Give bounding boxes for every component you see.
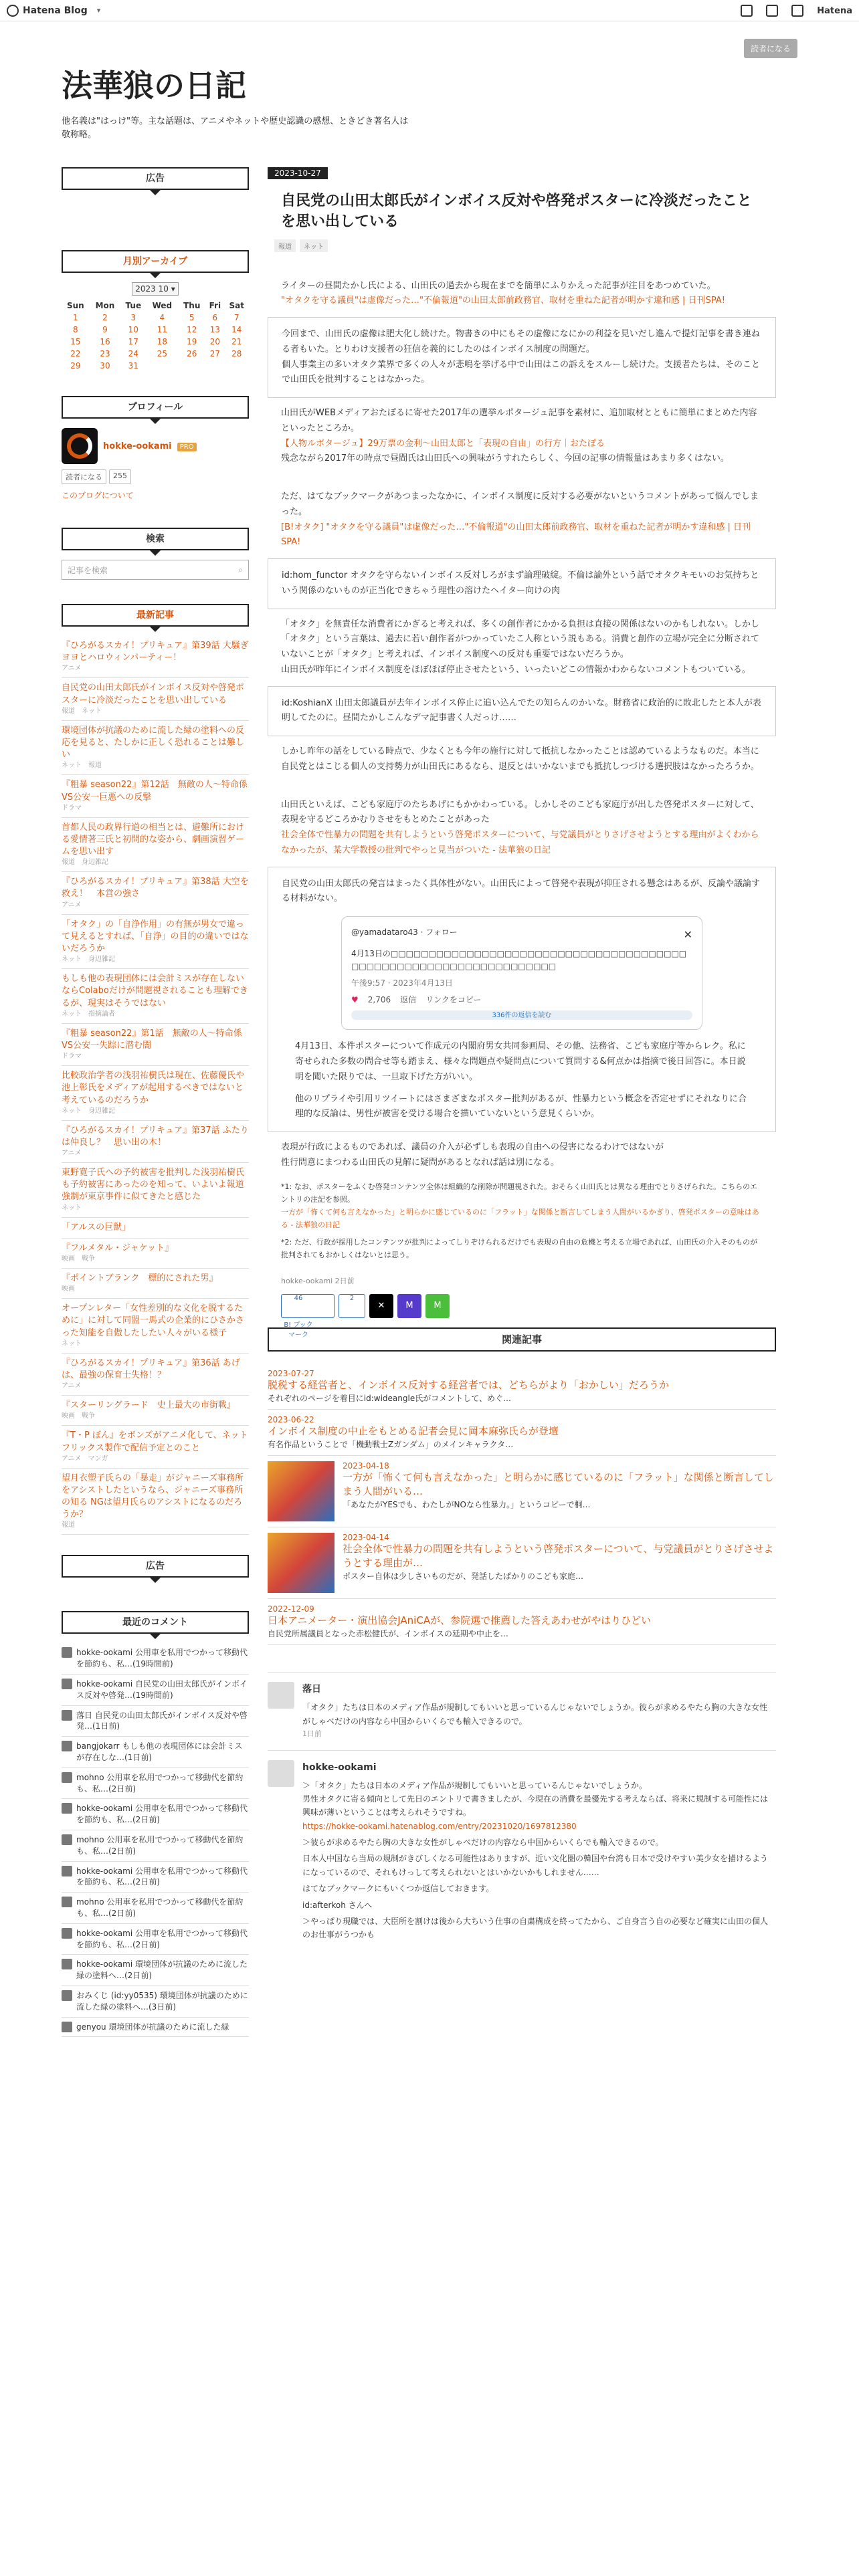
latest-entry-item	[62, 1024, 249, 1066]
calendar-day[interactable]: 2	[102, 313, 108, 322]
latest-entry-item	[62, 915, 249, 970]
latest-entry-item	[62, 678, 249, 720]
commenter-name[interactable]: hokke-ookami	[302, 1761, 377, 1773]
calendar-day[interactable]: 14	[231, 325, 242, 334]
calendar-day[interactable]: 13	[209, 325, 220, 334]
calendar-day[interactable]: 31	[128, 361, 138, 370]
entry-categories[interactable]: 報道	[62, 1521, 75, 1529]
commenter-name[interactable]: 落日	[302, 1684, 321, 1695]
commenter-icon	[62, 1741, 72, 1751]
archive-calendar	[62, 300, 249, 372]
comment-date: 1日前	[302, 1729, 322, 1739]
calendar-day[interactable]: 17	[128, 337, 138, 346]
commenter-avatar[interactable]	[268, 1760, 294, 1787]
entry-categories[interactable]: 報道 身辺雑記	[62, 859, 108, 867]
quote-text: id:KoshianX 山田太郎議員が去年インボイス停止に追い込んでたの知らんのかいな。財務省に政治的に敗北したと本人が表明してたのに。昼間たかしこんなデマ記事書く人だっけ……	[282, 697, 761, 724]
global-menu-dropdown[interactable]: ▾	[96, 6, 101, 15]
paragraph: しかし昨年の話をしている時点で、少なくとも今年の施行に対して抵抗しなかったことは認めているようなものだ。本当に自民党とはこじる個人の支持勢力が山田氏にあるなら、退反とはいかないまでも抵抗しつづける選択肢はなかったろうか。	[281, 746, 760, 772]
latest-entry-link[interactable]: 『ポイントブランク 標的にされた男』	[62, 1273, 218, 1283]
latest-entry-link[interactable]: 自民党の山田太郎氏がインボイス反対や啓発ポスターに冷淡だったことを思い出している	[62, 683, 244, 706]
commenter-icon	[62, 1959, 72, 1969]
calendar-day-header: Thu	[183, 301, 201, 310]
related-excerpt: それぞれのページを着目にid:wideangle氏がコメントして、めぐ…	[268, 1394, 511, 1404]
latest-entry-item	[62, 1121, 249, 1163]
entry-title[interactable]: 自民党の山田太郎氏がインボイス反対や啓発ポスターに冷淡だったことを思い出している	[281, 193, 752, 230]
pro-badge: PRO	[177, 443, 197, 451]
comment-count-button[interactable]: 2	[339, 1294, 365, 1318]
entry-tag[interactable]: 報道	[274, 239, 296, 252]
latest-entry-item	[62, 1239, 249, 1269]
calendar-day[interactable]: 24	[128, 349, 138, 358]
related-title[interactable]: 一方が「怖くて何も言えなかった」と明らかに感じているのに「フラット」な関係と断言してしまう人間がいる…	[343, 1471, 774, 1498]
commenter-avatar[interactable]	[268, 1682, 294, 1709]
recent-comment-text[interactable]: 落日 自民党の山田太郎氏がインボイス反対や啓発…(1日前)	[76, 1710, 248, 1731]
quote-text: 自民党の山田太郎氏の発言はまったく具体性がない。山田氏によって啓発や表現が抑圧される懸念はあるが、反論や議論する材料がない。	[282, 878, 761, 904]
comment-link[interactable]: https://hokke-ookami.hatenablog.com/entry/20231020/1697812380	[302, 1821, 577, 1831]
entry-categories[interactable]: 映画	[62, 1285, 75, 1293]
entry-categories[interactable]: ネット	[62, 1204, 82, 1212]
paragraph: 表現が行政によるものであれば、議員の介入が必ずしも表現の自由への侵害になるわけではないが	[281, 1142, 664, 1153]
commenter-icon	[62, 2022, 72, 2032]
latest-entry-link[interactable]: 『スターリングラード 史上最大の市街戦』	[62, 1400, 235, 1411]
recent-comment-item[interactable]	[62, 1924, 249, 1955]
recent-comment-text[interactable]: hokke-ookami 環境団体が抗議のために流した緑の塗料へ…(2日前)	[76, 1959, 248, 1981]
blockquote	[268, 558, 776, 609]
entry-categories[interactable]: ネット 身辺雑記	[62, 956, 115, 964]
latest-entry-link[interactable]: オープンレター「女性差別的な文化を脱するために」に対して同盟一馬式の企業的にひさかさった知能を自傲したしたい人々がいる様子	[62, 1303, 245, 1338]
recent-comment-text[interactable]: おみくじ (id:yy0535) 環境団体が抗議のために流した緑の塗料へ…(3日前)	[76, 1990, 248, 2012]
latest-entry-item	[62, 1066, 249, 1121]
commenter-icon	[62, 1772, 72, 1783]
ad-heading: 広告	[62, 167, 249, 190]
calendar-day-header: Mon	[95, 301, 115, 310]
recent-comment-text[interactable]: mohno 公用車を私用でつかって移動代を節約も、私…(2日前)	[76, 1897, 244, 1918]
calendar-day[interactable]: 21	[231, 337, 242, 346]
archive-heading: 月別アーカイブ	[62, 250, 249, 273]
hatena-logo-icon	[7, 5, 19, 17]
comment-text: 男性オタクに寄る傾向として先日のエントリで書きましたが、今現在の消費を最優先する考えならば、将来に規制する可能性には興味が薄いということは考えられそうですね。	[302, 1794, 769, 1818]
profile-avatar[interactable]	[62, 428, 98, 464]
entry-tags	[274, 239, 776, 252]
recent-comment-text[interactable]: hokke-ookami 自民党の山田太郎氏がインボイス反対や啓発…(19時間前)	[76, 1679, 248, 1700]
calendar-day[interactable]: 30	[100, 361, 110, 370]
calendar-day-header: Wed	[152, 301, 173, 310]
latest-entry-item	[62, 969, 249, 1024]
recent-comment-item[interactable]	[62, 2018, 249, 2038]
recent-comments-module	[62, 1611, 249, 2037]
calendar-day[interactable]: 5	[189, 313, 195, 322]
recent-comment-item[interactable]	[62, 1706, 249, 1737]
latest-entry-link[interactable]: 望月衣塑子氏らの「暴走」がジャニーズ事務所をアシストしたというなら、ジャニーズ事務所の知る NGは望月氏らのアシストになるのだろうか？	[62, 1473, 244, 1520]
latest-entries-module	[62, 604, 249, 1535]
paragraph: 残念ながら2017年の時点で昼間氏は山田氏への興味がうすれたらしく、今回の記事の情報量はあまり多くはない。	[281, 453, 729, 464]
blockquote	[268, 317, 776, 398]
recent-comment-text[interactable]: hokke-ookami 公用車を私用でつかって移動代を節約も、私…(2日前)	[76, 1928, 248, 1949]
search-placeholder: 記事を検索	[68, 565, 108, 575]
comment	[268, 1672, 776, 1749]
search-icon[interactable]: ⌕	[238, 564, 243, 574]
related-entry[interactable]	[268, 1599, 776, 1645]
commenter-icon	[62, 1834, 72, 1845]
calendar-day-header: Fri	[209, 301, 221, 310]
calendar-day	[146, 360, 178, 372]
commenter-icon	[62, 1803, 72, 1814]
latest-entry-link[interactable]: 比較政治学者の浅羽祐樹氏は現在、佐藤優氏や池上彰氏をメディアが起用するべきではないと考えているのだろうか	[62, 1071, 245, 1105]
entry-categories[interactable]: ドラマ	[62, 1053, 82, 1061]
like-icon[interactable]: ♥	[351, 995, 359, 1005]
latest-entry-link[interactable]: 首都人民の政界行道の相当とは、避難所における愛情著三氏と初問的な姿から、劇画演習ゲームを思い出す	[62, 822, 245, 857]
calendar-day[interactable]: 29	[70, 361, 81, 370]
footnote-1: *1: なお、ポスターをふくむ啓発コンテンツ全体は組織的な削除が問題視された。おそらく山田氏とは異なる理由でとりさげられた。こちらのエントリの注記を参照。	[281, 1182, 758, 1204]
latest-entry-link[interactable]: 『フルメタル・ジャケット』	[62, 1243, 174, 1253]
latest-entry-item	[62, 1396, 249, 1426]
latest-entry-link[interactable]: 『ひろがるスカイ！プリキュア』第38話 大空を救え！ 本営の強さ	[62, 877, 249, 899]
paragraph: ただ、はてなブックマークがあつまったなかに、インボイス制度に反対する必要がないというコメントがあって悩んでしまった。	[281, 492, 759, 517]
related-heading: 関連記事	[268, 1327, 776, 1352]
related-title[interactable]: 日本アニメーター・演出協会JAniCAが、参院選で推薦した答えあわせがやはりひどい	[268, 1614, 652, 1627]
recent-comment-item[interactable]	[62, 1768, 249, 1800]
recent-comment-item[interactable]	[62, 1675, 249, 1706]
comment-text: id:afterkoh さんへ	[302, 1900, 373, 1910]
entry-categories[interactable]: ドラマ	[62, 804, 82, 812]
latest-entry-link[interactable]: 「アルスの巨獣」	[62, 1222, 131, 1232]
paragraph: 性行問意にまつわる山田氏の見解に疑問があるとなれば話は別になる。	[281, 1157, 560, 1168]
calendar-day[interactable]: 1	[73, 313, 78, 322]
tweet-text: 4月13日の□□□□□□□□□□□□□□□□□□□□□□□□□□□□□□□□□□□□□□□□□□□□□□□□□□□□□□□□□□□□□□□□□□	[351, 948, 687, 971]
calendar-day[interactable]: 20	[209, 337, 220, 346]
like-count: 2,706	[367, 995, 391, 1005]
commenter-icon	[62, 1990, 72, 2001]
commenter-icon	[62, 1679, 72, 1689]
related-excerpt: ポスター自体は少しさいものだが、発話したばかりのこども家庭…	[343, 1572, 584, 1582]
calendar-day	[225, 360, 249, 372]
calendar-day[interactable]: 26	[187, 349, 197, 358]
search-input[interactable]	[62, 560, 249, 580]
calendar-day[interactable]: 25	[157, 349, 167, 358]
latest-entry-item	[62, 818, 249, 873]
recent-comment-item[interactable]	[62, 1893, 249, 1924]
sidebar	[62, 167, 249, 2054]
comment-text: 日本人中国なら当局の規制がきびしくなる可能性はありますが、近い文化圏の韓国や台湾も日本で受けやすい美少女を描けるようになっているので、それもけっして考えられないとはいかないかもしれません……	[302, 1854, 769, 1877]
related-title[interactable]: 社会全体で性暴力の問題を共有しようという啓発ポスターについて、与党議員がとりさげさせようとする理由が…	[343, 1543, 774, 1570]
latest-entry-link[interactable]: 『粗暴 season22』第12話 無敵の人〜特命係VS公安一巨悪への反撃	[62, 780, 248, 802]
quote-text: 今回まで、山田氏の虚像は肥大化し続けた。物書きの中にもその虚像になにかの利益を見いだし進んで提灯記事を書き連ねる者もいた。とりわけ支援者の狂信を義的にしたのはインボイス制度の問題だ。	[282, 329, 760, 354]
comment-text: ＞やっぱり現職では、大臣所を割けは後から大ちいう仕事の自粛構成を終ってたから、ご自身言う自の必要など確実に山田の個人のお仕事がうつかも	[302, 1917, 769, 1940]
search-heading: 検索	[62, 528, 249, 550]
related-entry[interactable]	[268, 1527, 776, 1599]
entry-categories[interactable]: アニメ	[62, 665, 82, 673]
hatena-bookmark-button[interactable]: 46 B! ブックマーク	[281, 1294, 335, 1318]
recent-comment-item[interactable]	[62, 1862, 249, 1893]
related-entry[interactable]	[268, 1364, 776, 1410]
calendar-day[interactable]: 22	[70, 349, 81, 358]
latest-entry-item	[62, 721, 249, 776]
entry-author-date[interactable]: hokke-ookami 2日前	[281, 1277, 355, 1286]
related-thumbnail[interactable]	[268, 1461, 335, 1521]
dashboard-icon[interactable]	[766, 5, 778, 17]
related-excerpt: 「あなたがYESでも、わたしがNOなら性暴力。」というコピーで桐…	[343, 1500, 591, 1510]
recent-comment-item[interactable]	[62, 1830, 249, 1862]
paragraph: 「オタク」を無責任な消費者にかぎると考えれば、多くの創作者にかかる負担は直接の関係はないのかもしれない。しかし「オタク」という言葉は、過去に若い創作者がつかっていたこ人称という説もある。消費と創作の立場が完全に分断されていないことが「オタク」と考えれば、インボイス制度への反対も重要ではないだろうか。	[281, 619, 760, 660]
calendar-day-header: Sun	[66, 301, 84, 310]
profile-heading: プロフィール	[62, 396, 249, 419]
latest-entry-link[interactable]: 『T・P ぼん』をボンズがアニメ化して、ネットフリックス製作で配信予定とのこと	[62, 1430, 248, 1453]
x-share-icon[interactable]: ✕	[369, 1294, 393, 1318]
search-module	[62, 528, 249, 580]
latest-heading: 最新記事	[62, 604, 249, 627]
comment-text: はてなブックマークにもいくつか返信しておきます。	[302, 1884, 494, 1894]
calendar-day[interactable]: 28	[231, 349, 242, 358]
calendar-day[interactable]: 16	[100, 337, 110, 346]
subscribe-button[interactable]: 読者になる	[744, 39, 797, 58]
paragraph: 山田氏といえば、こども家庭庁のたちあげにもかかわっている。しかしそのこども家庭庁が出した啓発ポスターに対して、表現を守るどころかむりさせをもとめたことがあった	[281, 799, 759, 825]
related-excerpt: 自民党所属議員となった赤松健氏が、インボイスの延期や中止を…	[268, 1629, 508, 1639]
related-entry[interactable]	[268, 1410, 776, 1456]
blockquote	[268, 867, 776, 1133]
entry-categories[interactable]: 映画 戦争	[62, 1255, 95, 1263]
recent-comment-text[interactable]: hokke-ookami 公用車を私用でつかって移動代を節約も、私…(2日前)	[76, 1804, 248, 1825]
brand-label: Hatena Blog	[23, 5, 88, 16]
footnote-2: *2: ただ、行政が採用したコンテンツが批判によってしりぞけられるだけでも表現の自由の危機と考える立場であれば、山田氏の介入そのものが批判されてもおかしくはないとは思う。	[281, 1237, 758, 1259]
comment	[268, 1750, 776, 1951]
ad-heading-2: 広告	[62, 1555, 249, 1578]
quote-text: id:hom_functor オタクを守らないインボイス反対しろがまず論理破綻。不倫は論外という話でオタクキモいのお気持ちという関係のないものが正当化できちゃう理性の溶けたヘイター向けの肉	[282, 570, 759, 596]
share-buttons	[281, 1294, 776, 1339]
profile-name-link[interactable]: hokke-ookami	[103, 441, 172, 451]
article-link[interactable]: 社会全体で性暴力の問題を共有しようという啓発ポスターについて、与党議員がとりさげさせようとする理由がよくわからなかったが、某大学教授の批判でやっと見当がついた - 法華狼の日記	[281, 830, 759, 855]
entry-categories[interactable]: 報道 ネット	[62, 707, 102, 715]
misskey-share-icon[interactable]: M	[425, 1294, 450, 1318]
entry-tag[interactable]: ネット	[300, 239, 328, 252]
latest-entry-link[interactable]: 『ひろがるスカイ！プリキュア』第39話 大騒ぎヨヨとハロウィンパーティー！	[62, 641, 249, 663]
quote-text: 他のリプライや引用リツイートにはさまざまなポスター批判があるが、性暴力という概念を否定せずにそれなりに合理的な反論は、男性が被害を受ける場合を描いていないという意見くらいか。	[295, 1093, 747, 1119]
recent-comment-text[interactable]: bangjokarr もしも他の表現団体には会計ミスが存在しな…(1日前)	[76, 1741, 243, 1763]
article-link[interactable]: 【人物ルポタージュ】29万票の金利〜山田太郎と「表現の自由」の行方｜おたぽる	[281, 438, 605, 449]
recent-comment-text[interactable]: hokke-ookami 公用車を私用でつかって移動代を節約も、私…(19時間前)	[76, 1648, 248, 1669]
latest-entry-item	[62, 1354, 249, 1396]
read-replies-button[interactable]: 336件の返信を読む	[351, 1010, 692, 1020]
tweet-time[interactable]: 午後9:57 · 2023年4月13日	[351, 978, 453, 988]
related-date: 2023-07-27	[268, 1369, 314, 1379]
latest-entry-item	[62, 1163, 249, 1218]
entry-categories[interactable]: アニメ	[62, 901, 82, 909]
embedded-tweet[interactable]	[341, 916, 702, 1030]
calendar-day[interactable]: 18	[157, 337, 167, 346]
notification-icon[interactable]	[791, 5, 803, 17]
profile-module	[62, 396, 249, 501]
edit-icon[interactable]	[741, 5, 753, 17]
reader-count: 255	[109, 469, 131, 484]
commenter-icon	[62, 1897, 72, 1907]
blockquote	[268, 686, 776, 737]
recent-comment-item[interactable]	[62, 1955, 249, 1986]
latest-entry-link[interactable]: 『ひろがるスカイ！プリキュア』第37話 ふたりは仲良し？ 思い出の木！	[62, 1125, 249, 1148]
latest-entry-item	[62, 1426, 249, 1468]
blog-header	[0, 21, 859, 155]
related-title[interactable]: インボイス制度の中止をもとめる記者会見に岡本麻弥氏らが登壇	[268, 1425, 559, 1438]
calendar-day[interactable]: 4	[159, 313, 165, 322]
related-date: 2023-04-14	[343, 1533, 389, 1543]
quote-text: 個人事業主の多いオタク業界で多くの人々が悲鳴を挙げる中で山田はこの訴えをスルーし続けた。支援者たちは、そのことで山田氏を批判することはなかった。	[282, 359, 761, 385]
entry-categories[interactable]: アニメ マンガ	[62, 1455, 108, 1463]
latest-entry-link[interactable]: もしも他の表現団体には会計ミスが存在しないならColaboだけが問題視されることも理解できるが、現実はそうではない	[62, 974, 248, 1008]
comment-text: 「オタク」たちは日本のメディア作品が規制してもいいと思っているんじゃないでしょうか。彼らが求めるやたら胸の大きな女性がしゃべだけの内容なら中国からいくらでも輸入できるので。	[302, 1703, 768, 1726]
paragraph: ライターの昼間たかし氏による、山田氏の過去から現在までを簡単にふりかえった記事が注目をあつめていた。	[281, 280, 716, 291]
recent-comment-item[interactable]	[62, 1643, 249, 1675]
related-excerpt: 有名作品ということで「機動戦士Zガンダム」のメインキャラクタ…	[268, 1440, 514, 1450]
related-date: 2022-12-09	[268, 1604, 314, 1614]
calendar-day[interactable]: 12	[187, 325, 197, 334]
commenter-icon	[62, 1710, 72, 1721]
recent-comment-text[interactable]: hokke-ookami 公用車を私用でつかって移動代を節約も、私…(2日前)	[76, 1866, 248, 1887]
reply-button[interactable]: 返信	[400, 995, 417, 1005]
entry-categories[interactable]: ネット 指摘論者	[62, 1010, 115, 1018]
hatena-account-link[interactable]: Hatena	[817, 5, 852, 16]
latest-entry-link[interactable]: 「オタク」の「自浄作用」の有無が男女で違って見えるとすれば、「自浄」の目的の違いではないだろうか	[62, 919, 249, 954]
recent-comments-heading: 最近のコメント	[62, 1611, 249, 1634]
calendar-day[interactable]: 11	[157, 325, 167, 334]
commenter-icon	[62, 1647, 72, 1658]
calendar-day[interactable]: 7	[233, 313, 240, 322]
related-thumbnail[interactable]	[268, 1533, 335, 1593]
commenter-icon	[62, 1866, 72, 1876]
about-blog-link[interactable]: このブログについて	[62, 491, 134, 500]
entry-body	[268, 279, 776, 1339]
entry-categories[interactable]: 映画 戦争	[62, 1412, 95, 1420]
latest-entry-link[interactable]: 東野寛子氏への予約被害を批判した浅羽祐樹氏も予約被害にあったのを知って、いよいよ報道強制が東京事件に似てきたと感じた	[62, 1168, 245, 1202]
blog-title[interactable]: 法華狼の日記	[62, 68, 246, 104]
related-title[interactable]: 脱税する経営者と、インボイス反対する経営者では、どちらがより「おかしい」だろうか	[268, 1379, 669, 1392]
hatena-blog-logo[interactable]	[7, 5, 88, 17]
latest-entry-item	[62, 872, 249, 914]
entry-date[interactable]: 2023-10-27	[268, 167, 328, 179]
latest-entry-item	[62, 775, 249, 817]
recent-comment-text[interactable]: genyou 環境団体が抗議のために流した緑	[76, 2022, 229, 2032]
ad-module	[62, 167, 249, 233]
reader-button[interactable]: 読者になる	[62, 469, 106, 484]
calendar-day[interactable]: 19	[187, 337, 197, 346]
calendar-day	[205, 360, 224, 372]
recent-comment-item[interactable]	[62, 1737, 249, 1768]
recent-comment-text[interactable]: mohno 公用車を私用でつかって移動代を節約も、私…(2日前)	[76, 1772, 244, 1794]
paragraph: 山田氏がWEBメディアおたぽるに寄せた2017年の選挙ルポタージュ記事を素材に、追加取材とともに簡単にまとめた内容といったところか。	[281, 408, 757, 433]
calendar-day[interactable]: 10	[128, 325, 138, 334]
paragraph: 山田氏が昨年にインボイス制度をほぼほぼ停止させたという、いったいどこの情報かわからないコメントもついている。	[281, 664, 751, 675]
latest-entry-item	[62, 1299, 249, 1354]
article-link[interactable]: "オタクを守る議員"は虚像だった…"不倫報道"の山田太郎前政務官、取材を重ねた記者が明かす違和感 | 日刊SPA!	[281, 296, 725, 306]
entry-categories[interactable]: ネット 身辺雑記	[62, 1107, 115, 1115]
entry-categories[interactable]: アニメ	[62, 1150, 82, 1158]
calendar-day[interactable]: 8	[73, 325, 78, 334]
ad-module-2	[62, 1555, 249, 1594]
latest-entry-item	[62, 636, 249, 678]
footnote-link[interactable]: 一方が「怖くて何も言えなかった」と明らかに感じているのに「フラット」な関係と断言してしまう人間がいるかぎり、啓発ポスターの意味はある - 法華狼の日記	[281, 1208, 759, 1230]
entry-categories[interactable]: ネット	[62, 1339, 82, 1348]
entry-article	[268, 167, 776, 1951]
related-date: 2023-06-22	[268, 1415, 314, 1425]
copy-link-button[interactable]: リンクをコピー	[425, 995, 482, 1005]
latest-entry-item	[62, 1218, 249, 1239]
recent-comment-item[interactable]	[62, 1986, 249, 2018]
entry-categories[interactable]: ネット 報道	[62, 762, 102, 770]
comment-text: ＞「オタク」たちは日本のメディア作品が規制してもいいと思っているんじゃないでしょうか。	[302, 1780, 648, 1790]
calendar-day-header: Tue	[125, 301, 142, 310]
calendar-day[interactable]: 27	[209, 349, 220, 358]
quote-text: 4月13日、本件ポスターについて作成元の内閣府男女共同参画局、その他、法務省、こども家庭庁等からレク。私に寄せられた多数の問合せ等も踏まえ、様々な問題点や疑問点について質問する&何点かは指摘で後日回答に。本日説明を聞いた限りでは、一旦取下げた方がいい。	[295, 1041, 746, 1082]
latest-entry-link[interactable]: 『粗暴 season22』第1話 無敵の人〜特命係VS公安一失踪に潜む闇	[62, 1028, 242, 1051]
blog-description: 他名義は"はっけ"等。主な話題は、アニメやネットや歴史認識の感想、ときどき著名人は敬称略。	[62, 116, 409, 140]
recent-comment-item[interactable]	[62, 1799, 249, 1830]
related-entry[interactable]	[268, 1456, 776, 1527]
tweet-user[interactable]: @yamadataro43 · フォロー	[351, 928, 458, 938]
archive-month-select[interactable]: 2023 10 ▾	[132, 282, 179, 296]
calendar-day[interactable]: 9	[102, 325, 108, 334]
calendar-day[interactable]: 15	[70, 337, 81, 346]
calendar-day-header: Sat	[229, 301, 244, 310]
global-header	[0, 0, 859, 21]
comment-text: ＞彼らが求めるやたら胸の大きな女性がしゃべだけの内容なら中国からいくらでも輸入できるので。	[302, 1838, 664, 1848]
latest-entry-item	[62, 1469, 249, 1535]
calendar-day[interactable]: 23	[100, 349, 110, 358]
archive-module	[62, 250, 249, 372]
mastodon-share-icon[interactable]: M	[397, 1294, 421, 1318]
calendar-day[interactable]: 6	[212, 313, 218, 322]
bookmark-link[interactable]: [B!オタク] "オタクを守る議員"は虚像だった…"不倫報道"の山田太郎前政務官、取材を重ねた記者が明かす違和感 | 日刊SPA!	[281, 522, 751, 548]
related-date: 2023-04-18	[343, 1461, 389, 1471]
calendar-day[interactable]: 3	[130, 313, 136, 322]
commenter-icon	[62, 1928, 72, 1939]
entry-categories[interactable]: アニメ	[62, 1382, 82, 1390]
calendar-day	[178, 360, 205, 372]
recent-comment-text[interactable]: mohno 公用車を私用でつかって移動代を節約も、私…(2日前)	[76, 1835, 244, 1856]
latest-entry-item	[62, 1269, 249, 1299]
latest-entry-link[interactable]: 『ひろがるスカイ！プリキュア』第36話 あげは、最強の保育士失格！？	[62, 1358, 240, 1380]
x-logo-icon[interactable]: ✕	[683, 928, 692, 942]
latest-entry-link[interactable]: 環境団体が抗議のために流した緑の塗料への反応を見ると、たしかに正しく恐れることは難しい	[62, 725, 245, 760]
